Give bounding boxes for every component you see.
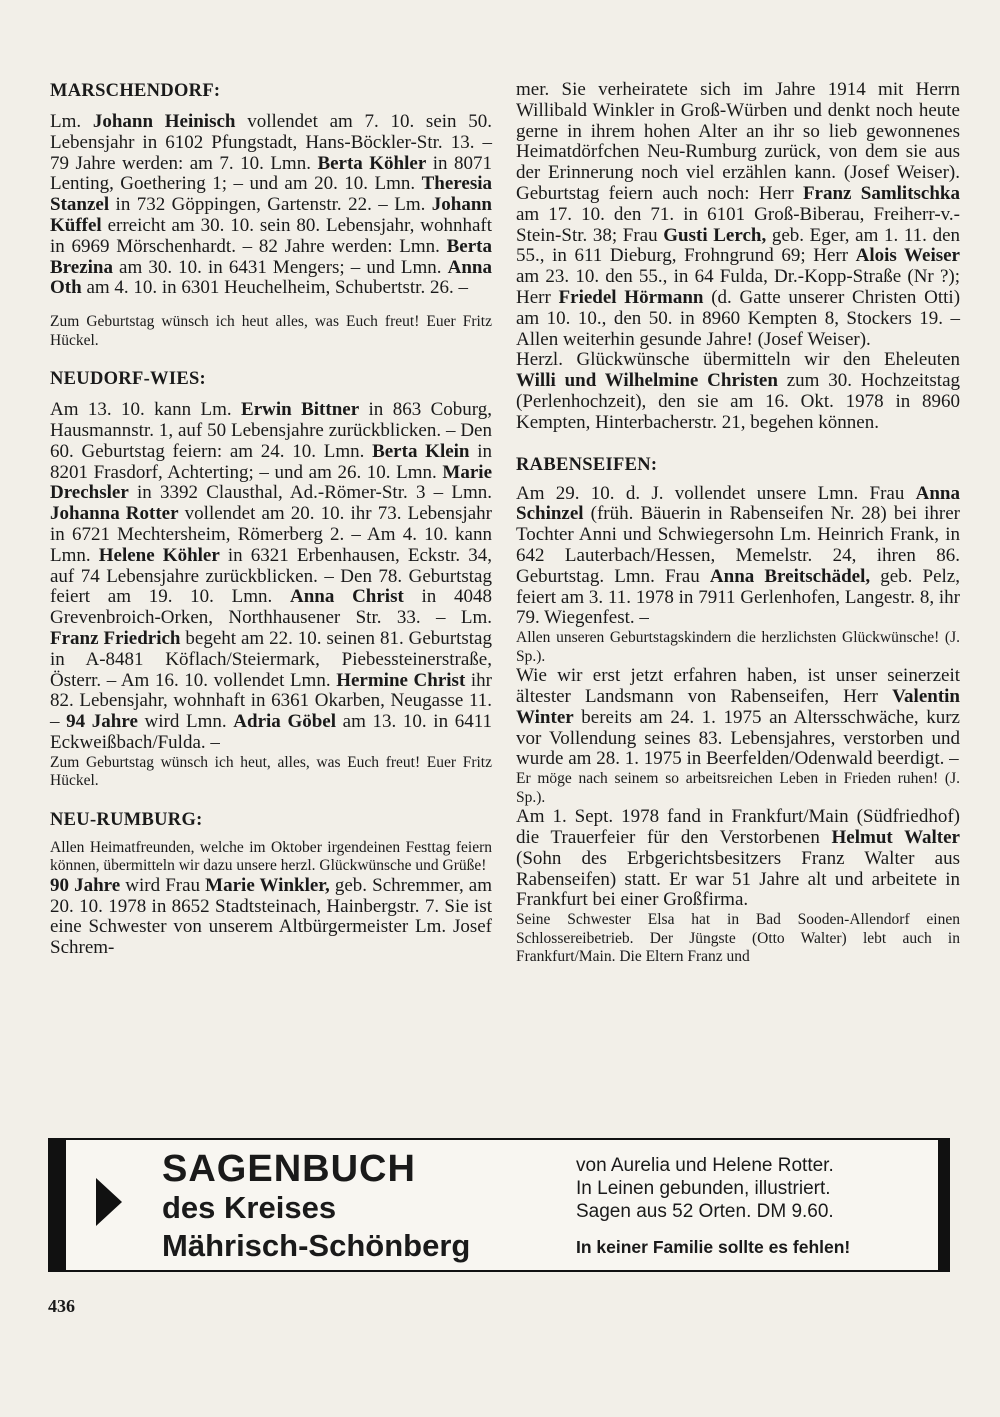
ad-info-price: Sagen aus 52 Orten. DM 9.60. — [576, 1201, 834, 1222]
winter-obituary-text: Wie wir erst jetzt erfahren haben, ist unser seinerzeit ältester Landsmann von Rabenseifen, Herr Valentin Winter bereits am 24. 1. 1975 an Altersschwäche, kurz vor Vollendung seines 83. Lebensjahres, verstorben und wurde am 28. 1. 1975 in Beerfelden/Odenwald beerdigt. – — [516, 665, 960, 770]
neudorf-text: Am 13. 10. kann Lm. Erwin Bittner in 863 Coburg, Hausmannstr. 1, auf 50 Lebensjahre zurückblicken. – Den 60. Geburtstag feiern: am 24. 10. Lmn. Berta Klein in 8201 Frasdorf, Achterting; – und am 26. 10. Lmn. Marie Drechsler in 3392 Clausthal, Ad.-Römer-Str. 3 – Lmn. Johanna Rotter vollendet am 20. 10. ihr 73. Lebensjahr in 6721 Mechtersheim, Römerberg 2. – Am 4. 10. kann Lmn. Helene Köhler in 6321 Erbenhausen, Eckstr. 34, auf 74 Lebensjahre zurückblicken. – Den 78. Geburtstag feiert am 19. 10. Lmn. Anna Christ in 4048 Grevenbroich-Orken, Northhausener Str. 33. – Lm. Franz Friedrich begeht am 22. 10. seinen 81. Geburtstag in A-8481 Köflach/Steiermark, Piebessteinerstraße, Österr. – Am 16. 10. vollendet Lmn. Hermine Christ ihr 82. Lebensjahr, wohnhaft in 6361 Okarben, Neugasse 11. – 94 Jahre wird Lmn. Adria Göbel am 13. 10. in 6411 Eckweißbach/Fulda. – — [50, 399, 493, 753]
arrow-right-icon — [96, 1178, 122, 1226]
neurumburg-continued-text: mer. Sie verheiratete sich im Jahre 1914 mit Herrn Willibald Winkler in Groß-Würben und denkt noch heute gerne in ihrem hohen Alter an ihr so lieb gewonnenes Heimatdörfchen Neu-Rumburg zurück, von dem sie aus der Erinnerung noch viel erzählen kann. (Josef Weiser). Geburtstag feiern auch noch: Herr Franz Samlitschka am 17. 10. den 71. in 6101 Groß-Biberau, Freiherr-v.-Stein-Str. 38; Frau Gusti Lerch, geb. Eger, am 1. 11. den 55., in 611 Dieburg, Frohngrund 69; Herr Alois Weiser am 23. 10. den 55., in 64 Fulda, Dr.-Kopp-Straße (Nr ?); Herr Friedel Hörmann (d. Gatte unserer Christen Otti) am 10. 10., den 50. in 8960 Kempten 8, Stockers 19. – Allen weiterhin gesunde Jahre! (Josef Weiser). — [516, 79, 961, 350]
sagenbuch-advertisement — [48, 1138, 950, 1272]
rabenseifen-wish: Allen unseren Geburtstagskindern die herzlichsten Glückwünsche! (J. Sp.). — [516, 629, 960, 665]
marschendorf-text: Lm. Johann Heinisch vollendet am 7. 10. sein 50. Lebensjahr in 6102 Pfungstadt, Hans-Böckler-Str. 13. – 79 Jahre werden: am 7. 10. Lmn. Berta Köhler in 8071 Lenting, Goethering 1; – und am 20. 10. Lmn. Theresia Stanzel in 732 Göppingen, Gartenstr. 22. – Lm. Johann Küffel erreicht am 30. 10. sein 80. Lebensjahr, wohnhaft in 6969 Mörschenhardt. – 82 Jahre werden: Lmn. Berta Brezina am 30. 10. in 6431 Mengers; – und Lmn. Anna Oth am 4. 10. in 6301 Heuchelheim, Schubertstr. 26. – — [50, 111, 493, 299]
ad-title-line1: SAGENBUCH — [162, 1148, 416, 1190]
left-column — [50, 80, 492, 959]
ad-info-binding: In Leinen gebunden, illustriert. — [576, 1178, 831, 1199]
page-number: 436 — [48, 1296, 75, 1316]
ad-info-authors: von Aurelia und Helene Rotter. — [576, 1155, 834, 1176]
christen-anniversary-text: Herzl. Glückwünsche übermitteln wir den Eheleuten Willi und Wilhelmine Christen zum 30. Hochzeitstag (Perlenhochzeit), den sie am 16. Okt. 1978 in 8960 Kempten, Hinterbacherstr. 21, begehen können. — [516, 349, 960, 433]
section-heading-rabenseifen: RABENSEIFEN: — [516, 454, 658, 475]
walter-funeral-text: Am 1. Sept. 1978 fand in Frankfurt/Main (Südfriedhof) die Trauerfeier für den Verstorbenen Helmut Walter (Sohn des Erbgerichtsbesitzers Franz Walter aus Rabenseifen) statt. Er war 51 Jahre alt und arbeitete in Frankfurt bei einer Großfirma. — [516, 806, 960, 911]
walter-family-text: Seine Schwester Elsa hat in Bad Sooden-Allendorf einen Schlossereibetrieb. Der Jüngste (Otto Walter) lebt auch in Frankfurt/Main. Die Eltern Franz und — [516, 911, 960, 966]
rest-in-peace-text: Er möge nach seinem so arbeitsreichen Leben in Frieden ruhen! (J. Sp.). — [516, 770, 960, 806]
neurumburg-text: 90 Jahre wird Frau Marie Winkler, geb. Schremmer, am 20. 10. 1978 in 8652 Stadtsteinach, Hainbergstr. 7. Sie ist eine Schwester von unserem Altbürgermeister Lm. Josef Schrem- — [50, 874, 493, 959]
rabenseifen-text: Am 29. 10. d. J. vollendet unsere Lmn. Frau Anna Schinzel (früh. Bäuerin in Rabenseifen Nr. 28) bei ihrer Tochter Anni und Schwiegersohn Lm. Heinrich Frank, in 642 Lauterbach/Hessen, Memelstr. 24, ihren 86. Geburtstag. Lmn. Frau Anna Breitschädel, geb. Pelz, feiert am 3. 11. 1978 in 7911 Gerlenhofen, Langestr. 8, ihr 79. Wiegenfest. – — [516, 482, 960, 629]
right-column — [516, 80, 960, 967]
section-heading-neurumburg: NEU-RUMBURG: — [50, 809, 203, 830]
marschendorf-greeting: Zum Geburtstag wünsch ich heut alles, was Euch freut! Euer Fritz Hückel. — [50, 313, 492, 349]
ad-title-line3: Mährisch-Schönberg — [162, 1228, 471, 1263]
neudorf-greeting: Zum Geburtstag wünsch ich heut, alles, was Euch freut! Euer Fritz Hückel. — [50, 753, 492, 790]
ad-info — [576, 1154, 834, 1223]
section-heading-marschendorf: MARSCHENDORF: — [50, 81, 221, 101]
ad-title-line2: des Kreises — [162, 1190, 337, 1225]
ad-slogan: In keiner Familie sollte es fehlen! — [576, 1237, 851, 1257]
neurumburg-intro: Allen Heimatfreunden, welche im Oktober irgendeinen Festtag feiern können, übermitteln wir dazu unsere herzl. Glückwünsche und Grüße! — [50, 838, 492, 875]
section-heading-neudorf: NEUDORF-WIES: — [50, 369, 207, 390]
